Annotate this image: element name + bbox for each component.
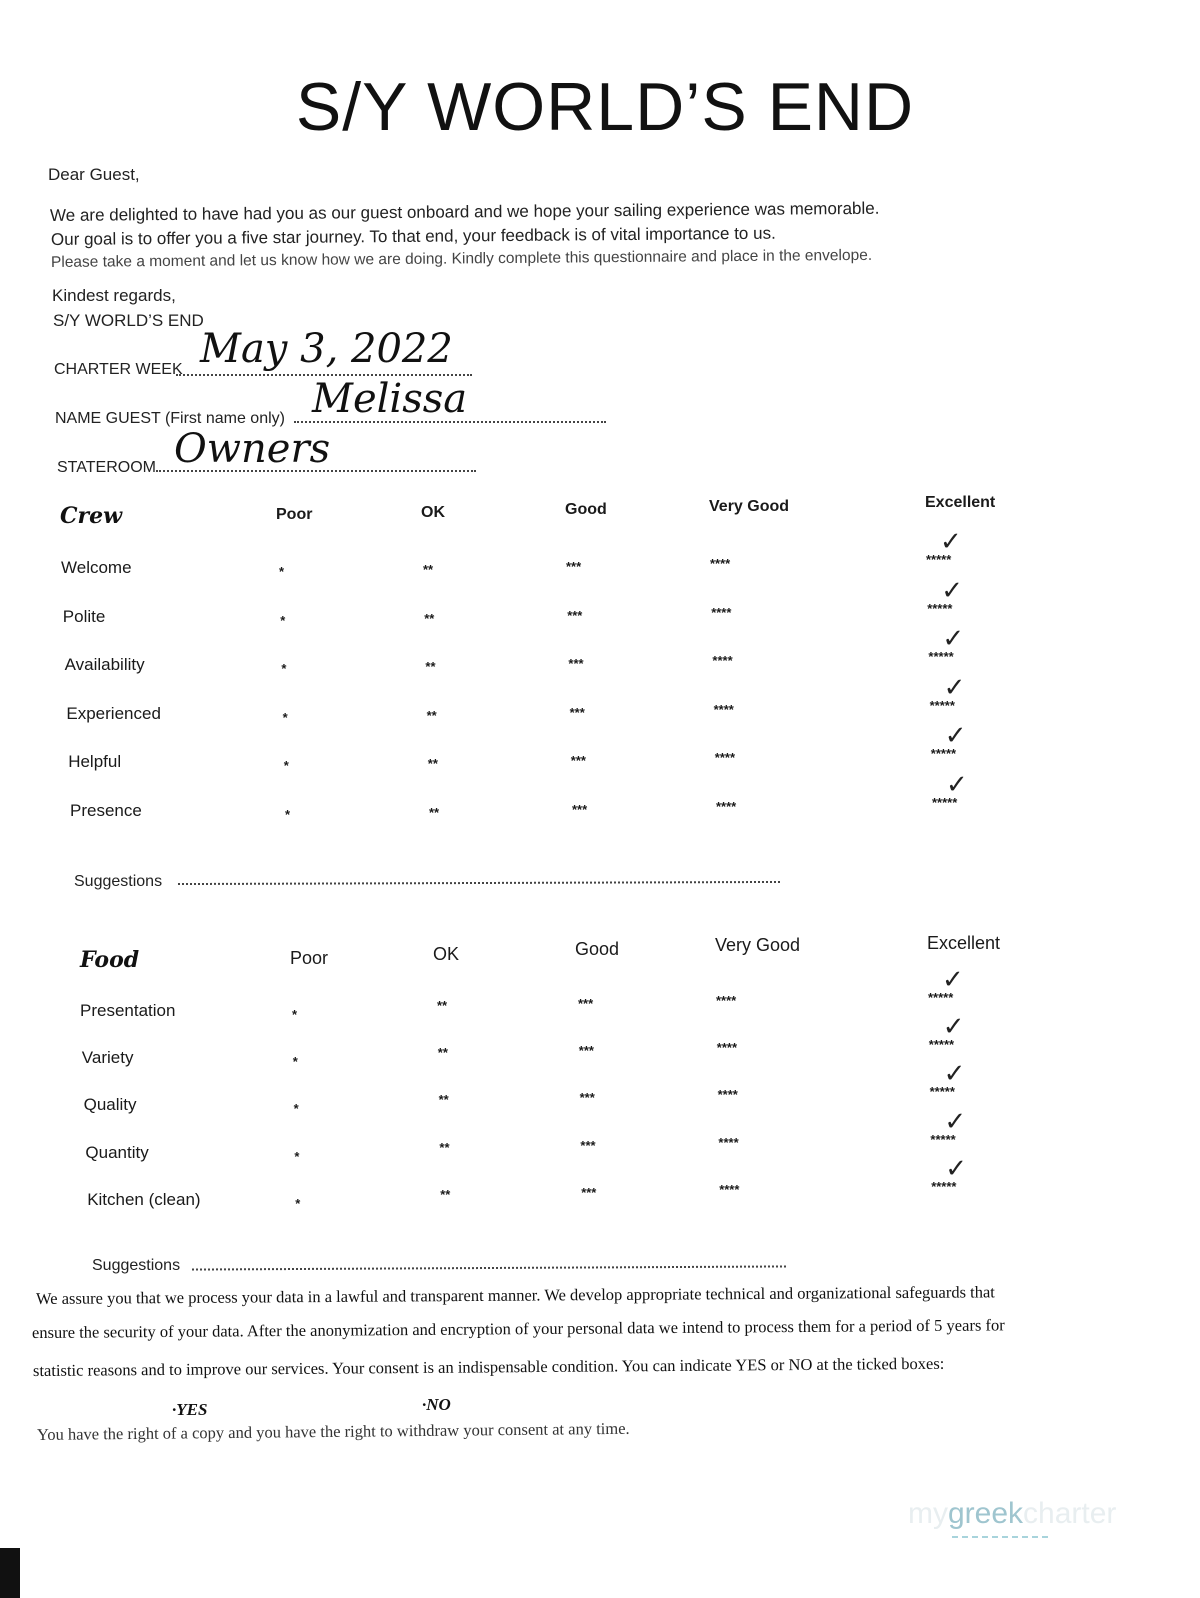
crew-check-mark: ✓ [942, 623, 965, 653]
food-check-mark: ✓ [943, 1058, 966, 1089]
food-rating-option[interactable]: *** [578, 996, 594, 1011]
food-header-ok: OK [433, 944, 460, 964]
crew-rating-option[interactable]: ***** [928, 649, 954, 664]
crew-row-label: Helpful [68, 752, 122, 771]
food-rating-option[interactable]: **** [716, 993, 737, 1008]
letter-line-3: Please take a moment and let us know how we are doing. Kindly complete this questionnaire and place in the envelope. [50, 246, 873, 271]
food-rating-option[interactable]: * [293, 1101, 299, 1117]
food-row-label: Quality [83, 1095, 137, 1115]
crew-rating-option[interactable]: *** [566, 559, 582, 574]
crew-rating-option[interactable]: *** [570, 753, 586, 768]
letter-signature: S/Y WORLD’S END [53, 311, 204, 330]
crew-section-title: Crew [60, 503, 123, 529]
crew-row-label: Presence [70, 800, 142, 820]
crew-check-mark: ✓ [941, 574, 963, 605]
consent-yes[interactable]: ·YES [172, 1400, 208, 1419]
crew-rating-option[interactable]: * [285, 806, 291, 822]
stateroom-label: STATEROOM [57, 459, 156, 476]
food-suggestions-line[interactable] [192, 1265, 786, 1270]
food-rating-option[interactable]: ***** [928, 990, 954, 1005]
watermark-logo [908, 1497, 1116, 1531]
crew-rating-option[interactable]: ** [429, 804, 440, 820]
crew-row-label: Availability [64, 655, 145, 674]
crew-rating-option[interactable]: *** [568, 656, 584, 671]
food-rating-option[interactable]: **** [717, 1087, 738, 1103]
crew-rating-option[interactable]: * [282, 709, 288, 725]
crew-rating-option[interactable]: ***** [930, 746, 957, 761]
scan-edge-mark [0, 1548, 20, 1598]
food-rating-option[interactable]: ** [438, 1092, 449, 1108]
crew-row-label: Welcome [61, 558, 132, 577]
crew-rating-option[interactable]: * [281, 661, 287, 676]
crew-rating-option[interactable]: ***** [927, 600, 953, 616]
crew-check-mark: ✓ [943, 671, 966, 702]
crew-header-very-good: Very Good [709, 498, 790, 515]
charter-week-value[interactable]: May 3, 2022 [200, 326, 453, 372]
watermark-middle: greek [948, 1497, 1024, 1530]
food-rating-option[interactable]: ** [439, 1139, 450, 1155]
crew-rating-option[interactable]: *** [572, 801, 588, 817]
legal-line-3: statistic reasons and to improve our services. Your consent is an indispensable condition. You can indicate YES or NO at the ticked boxes: [32, 1353, 945, 1380]
food-rating-option[interactable]: *** [578, 1043, 594, 1059]
consent-no[interactable]: ·NO [422, 1395, 451, 1414]
crew-rating-option[interactable]: ***** [926, 552, 952, 567]
food-rating-option[interactable]: ** [437, 1045, 448, 1061]
crew-suggestions-line[interactable] [178, 881, 780, 885]
crew-header-ok: OK [421, 504, 445, 521]
food-rating-option[interactable]: * [292, 1054, 298, 1070]
guest-name-label: NAME GUEST (First name only) [55, 410, 285, 427]
crew-check-mark: ✓ [946, 768, 968, 799]
food-row-label: Presentation [80, 1001, 176, 1020]
food-check-mark: ✓ [944, 1105, 967, 1136]
food-rating-option[interactable]: *** [581, 1184, 597, 1200]
crew-header-poor: Poor [276, 506, 313, 523]
watermark-suffix: charter [1023, 1497, 1117, 1530]
food-rating-option[interactable]: ***** [928, 1037, 955, 1053]
crew-rating-option[interactable]: ** [427, 756, 438, 771]
crew-rating-option[interactable]: *** [567, 607, 583, 623]
food-rating-option[interactable]: **** [718, 1134, 739, 1150]
crew-row-label: Experienced [66, 703, 161, 723]
crew-rating-option[interactable]: ** [424, 610, 435, 626]
charter-week-label: CHARTER WEEK [54, 361, 183, 378]
food-rating-option[interactable]: ** [440, 1186, 451, 1202]
food-header-good: Good [575, 939, 620, 959]
food-rating-option[interactable]: * [292, 1007, 298, 1022]
food-row-label: Quantity [85, 1142, 149, 1162]
crew-suggestions-label: Suggestions [74, 873, 163, 890]
watermark-wave [952, 1536, 1048, 1538]
food-check-mark: ✓ [945, 1152, 967, 1183]
food-suggestions-label: Suggestions [92, 1257, 181, 1274]
crew-rating-option[interactable]: **** [710, 556, 731, 571]
greeting: Dear Guest, [48, 165, 140, 184]
crew-rating-option[interactable]: **** [712, 653, 733, 668]
legal-line-2: ensure the security of your data. After the anonymization and encryption of your personal data we intend to process them for a period of 5 years for [31, 1315, 1005, 1342]
food-header-excellent: Excellent [927, 933, 1001, 953]
food-rating-option[interactable]: *** [580, 1137, 596, 1153]
crew-check-mark: ✓ [940, 526, 962, 556]
food-rating-option[interactable]: * [295, 1195, 301, 1211]
stateroom-value[interactable]: Owners [174, 426, 331, 472]
food-rating-option[interactable]: **** [716, 1040, 738, 1056]
legal-line-4: You have the right of a copy and you have the right to withdraw your consent at any time. [36, 1418, 630, 1444]
crew-row-label: Polite [62, 606, 106, 626]
food-row-label: Kitchen (clean) [87, 1189, 201, 1209]
crew-rating-option[interactable]: * [280, 612, 286, 628]
food-rating-option[interactable]: ***** [931, 1178, 957, 1194]
letter-line-2: Our goal is to offer you a five star journey. To that end, your feedback is of vital importance to us. [50, 223, 776, 249]
food-rating-option[interactable]: * [294, 1148, 300, 1164]
crew-rating-option[interactable]: **** [716, 798, 737, 814]
crew-rating-option[interactable]: ** [425, 659, 436, 674]
watermark-prefix: my [908, 1497, 948, 1530]
letter-closing: Kindest regards, [52, 286, 176, 305]
crew-rating-option[interactable]: ** [426, 707, 437, 723]
food-header-poor: Poor [290, 948, 329, 968]
page-title: S/Y WORLD’S END [295, 69, 915, 145]
food-rating-option[interactable]: ***** [929, 1084, 955, 1100]
food-header-very-good: Very Good [715, 935, 801, 955]
crew-rating-option[interactable]: **** [714, 750, 736, 765]
food-rating-option[interactable]: ** [437, 998, 448, 1013]
crew-rating-option[interactable]: *** [569, 704, 585, 720]
food-section-title: Food [80, 947, 140, 973]
crew-rating-option[interactable]: **** [713, 701, 734, 717]
crew-rating-option[interactable]: ** [423, 562, 434, 577]
crew-rating-option[interactable]: **** [711, 604, 732, 620]
food-rating-option[interactable]: ***** [930, 1131, 956, 1147]
crew-header-good: Good [565, 501, 607, 518]
guest-name-value[interactable]: Melissa [312, 376, 468, 422]
crew-rating-option[interactable]: * [283, 758, 289, 773]
food-rating-option[interactable]: *** [579, 1090, 595, 1106]
crew-rating-option[interactable]: * [279, 564, 285, 579]
legal-line-1: We assure you that we process your data in a lawful and transparent manner. We develop appropriate technical and organizational safeguards that [35, 1282, 995, 1308]
crew-rating-option[interactable]: ***** [929, 697, 955, 713]
food-check-mark: ✓ [942, 1011, 965, 1042]
crew-check-mark: ✓ [944, 720, 967, 750]
letter-line-1: We are delighted to have had you as our guest onboard and we hope your sailing experience was memorable. [49, 198, 880, 225]
food-row-label: Variety [81, 1048, 134, 1068]
food-rating-option[interactable]: **** [719, 1181, 740, 1197]
crew-header-excellent: Excellent [925, 494, 996, 511]
crew-rating-option[interactable]: ***** [932, 794, 958, 810]
food-check-mark: ✓ [942, 964, 964, 994]
